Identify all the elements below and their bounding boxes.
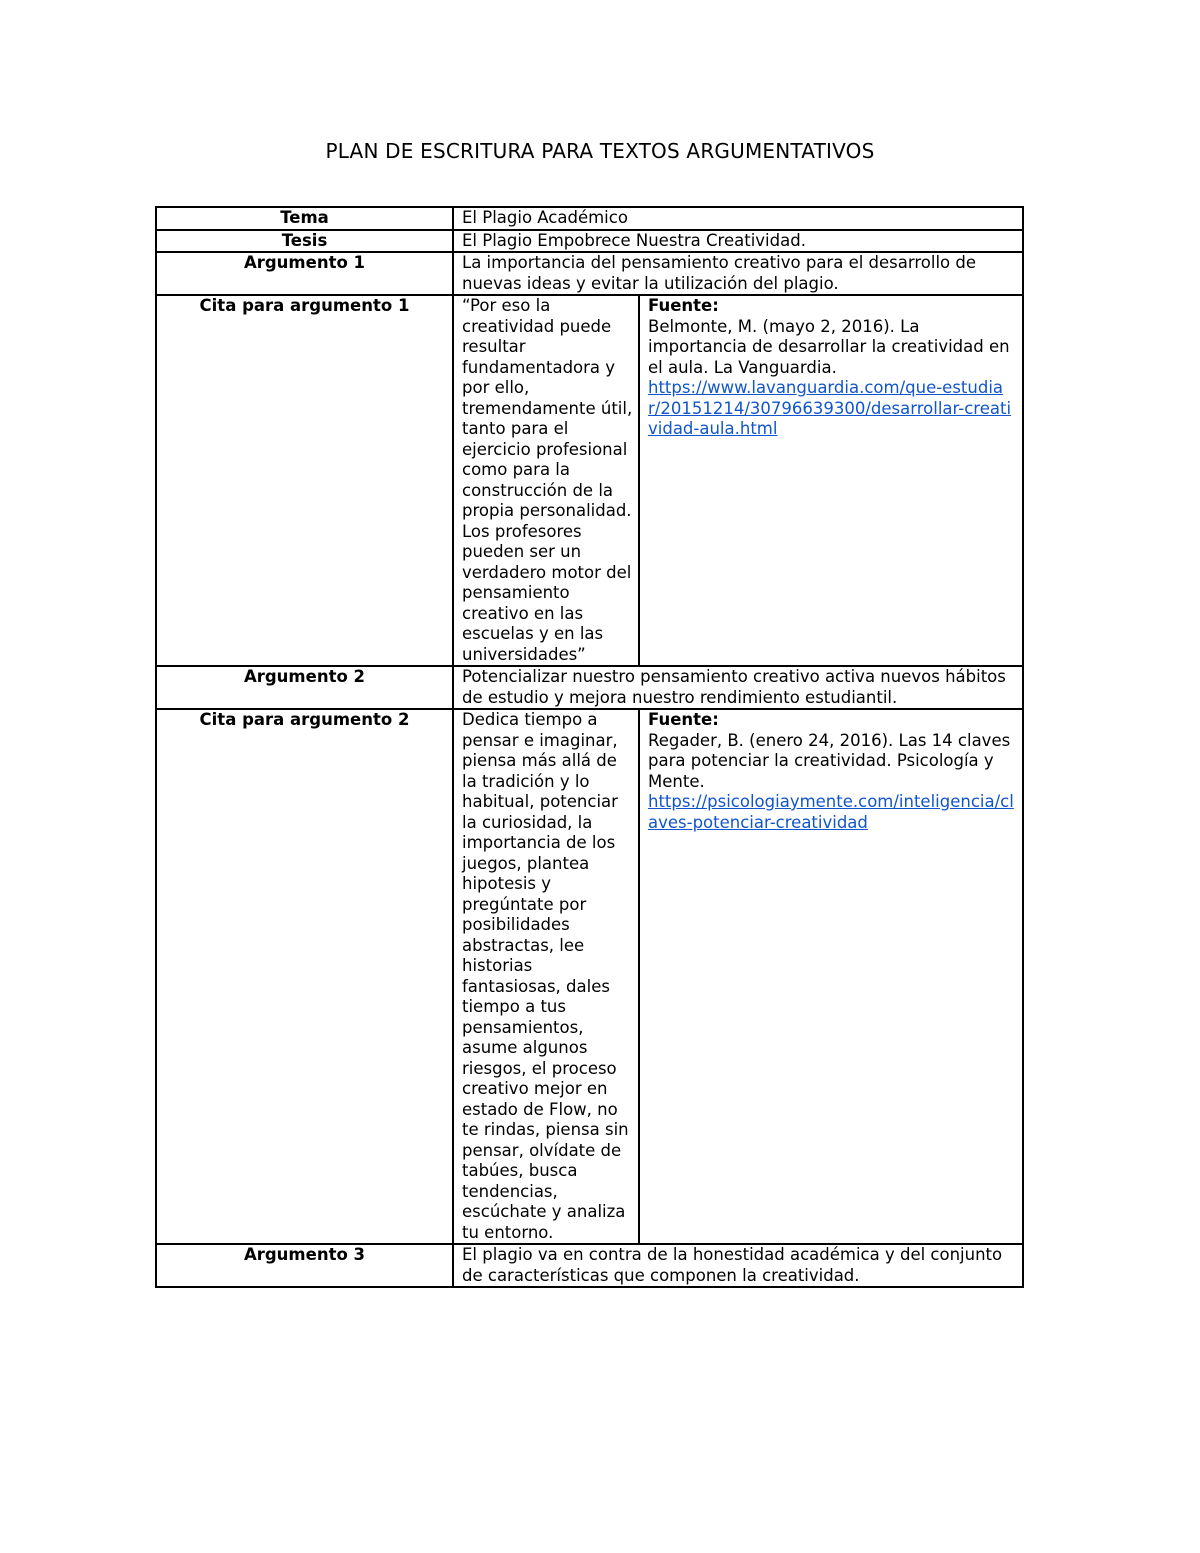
cita-1-quote: “Por eso la creatividad puede resultar fundamentadora y por ello, tremendamente útil, tanto para el ejercicio profesional como para la construcción de la propia personalidad. Los profesores pueden ser un verdadero motor del pensamiento creativo en las escuelas y en las universidades” [453,295,639,666]
page-title: PLAN DE ESCRITURA PARA TEXTOS ARGUMENTATIVOS [325,139,875,163]
cita-1-source-text: Belmonte, M. (mayo 2, 2016). La importancia de desarrollar la creatividad en el aula. La Vanguardia. [648,316,1010,377]
argumento-2-value: Potencializar nuestro pensamiento creativo activa nuevos hábitos de estudio y mejora nuestro rendimiento estudiantil. [453,666,1023,709]
tesis-label: Tesis [156,230,453,253]
cita-2-source-label: Fuente: [648,710,719,729]
argumento-2-label: Argumento 2 [156,666,453,709]
cita-2-source [639,709,1023,1244]
argumento-3-label: Argumento 3 [156,1244,453,1287]
cita-2-quote: Dedica tiempo a pensar e imaginar, piensa más allá de la tradición y lo habitual, potenciar la curiosidad, la importancia de los juegos, plantea hipotesis y pregúntate por posibilidades abstractas, lee historias fantasiosas, dales tiempo a tus pensamientos, asume algunos riesgos, el proceso creativo mejor en estado de Flow, no te rindas, piensa sin pensar, olvídate de tabúes, busca tendencias, escúchate y analiza tu entorno. [453,709,639,1244]
table-row-argumento-2 [156,666,1023,709]
writing-plan-table [155,206,1024,1288]
argumento-1-label: Argumento 1 [156,252,453,295]
tema-value: El Plagio Académico [453,207,1023,230]
cita-2-source-link[interactable]: https://psicologiaymente.com/inteligencia/claves-potenciar-creatividad [648,792,1014,832]
cita-1-source-label: Fuente: [648,296,719,315]
table-row-tesis [156,230,1023,253]
argumento-1-value: La importancia del pensamiento creativo para el desarrollo de nuevas ideas y evitar la utilización del plagio. [453,252,1023,295]
cita-1-source [639,295,1023,666]
table-row-cita-2 [156,709,1023,1244]
tesis-value: El Plagio Empobrece Nuestra Creatividad. [453,230,1023,253]
table-row-tema [156,207,1023,230]
table-row-argumento-3 [156,1244,1023,1287]
cita-2-source-text: Regader, B. (enero 24, 2016). Las 14 claves para potenciar la creatividad. Psicología y Mente. [648,730,1011,791]
table-row-cita-1 [156,295,1023,666]
cita-1-source-link[interactable]: https://www.lavanguardia.com/que-estudiar/20151214/30796639300/desarrollar-creatividad-aula.html [648,378,1012,438]
cita-2-label: Cita para argumento 2 [156,709,453,1244]
tema-label: Tema [156,207,453,230]
table-row-argumento-1 [156,252,1023,295]
argumento-3-value: El plagio va en contra de la honestidad académica y del conjunto de características que componen la creatividad. [453,1244,1023,1287]
cita-1-label: Cita para argumento 1 [156,295,453,666]
